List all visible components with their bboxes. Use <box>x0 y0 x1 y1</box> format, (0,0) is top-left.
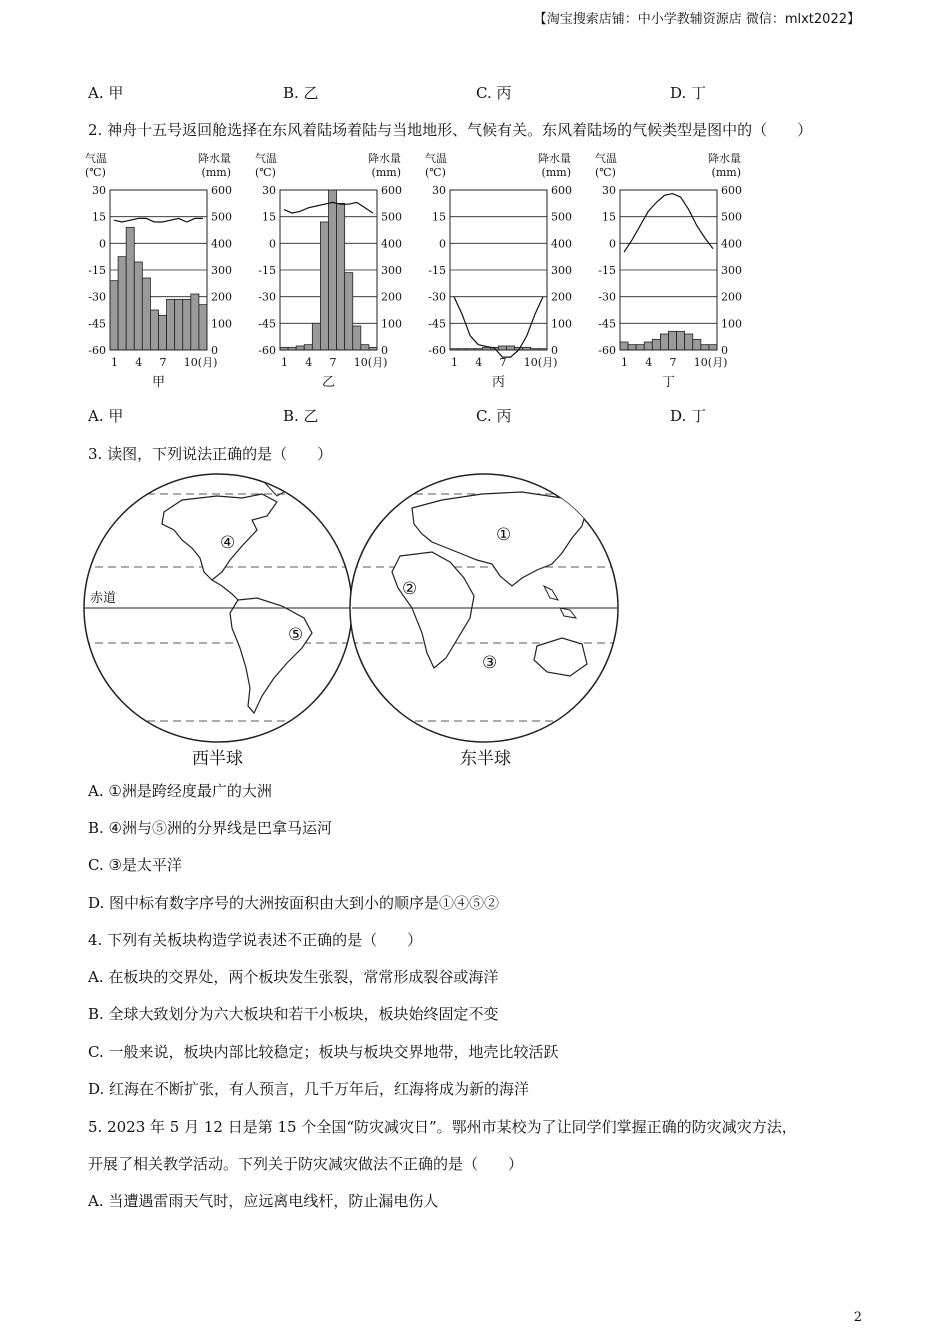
marker-4: ④ <box>220 533 236 553</box>
q4-option-c[interactable]: C. 一般来说，板块内部比较稳定；板块与板块交界地带，地壳比较活跃 <box>88 1043 559 1061</box>
precip-tick-label: 0 <box>381 344 388 357</box>
left-axis-unit: (℃) <box>425 166 446 179</box>
q1-option-a[interactable]: A. 甲 <box>88 84 124 102</box>
precip-bar <box>353 326 361 350</box>
temp-tick-label: -60 <box>258 344 276 357</box>
temp-tick-label: 15 <box>262 210 276 224</box>
western-hemisphere-label: 西半球 <box>192 749 243 769</box>
page-number: 2 <box>853 1310 862 1325</box>
right-axis-label: 降水量 <box>198 152 231 165</box>
q3-stem: 3. 读图，下列说法正确的是（ ） <box>88 445 333 463</box>
temp-tick-label: 30 <box>432 184 446 197</box>
q4-option-b[interactable]: B. 全球大致划分为六大板块和若干小板块，板块始终固定不变 <box>88 1005 499 1023</box>
precip-tick-label: 300 <box>551 264 572 277</box>
precip-tick-label: 0 <box>551 344 558 357</box>
x-tick-label: 1 <box>451 356 459 369</box>
q2-option-b[interactable]: B. 乙 <box>283 407 319 425</box>
precip-tick-label: 500 <box>211 210 232 224</box>
x-tick-label: 7 <box>499 356 507 369</box>
precip-tick-label: 100 <box>721 317 742 331</box>
temp-tick-label: -30 <box>428 290 446 304</box>
x-tick-label: 10(月) <box>693 356 728 369</box>
precip-bar <box>134 262 142 350</box>
climate-chart-yi <box>255 150 425 395</box>
precip-bar <box>644 342 652 350</box>
x-tick-label: 4 <box>135 356 143 369</box>
temp-tick-label: -15 <box>428 264 446 277</box>
x-tick-label: 1 <box>111 356 119 369</box>
q2-option-a[interactable]: A. 甲 <box>88 407 124 425</box>
temp-tick-label: 30 <box>92 184 106 197</box>
climate-chart-svg <box>255 150 425 395</box>
precip-tick-label: 500 <box>721 210 742 224</box>
precip-bar <box>183 299 191 350</box>
precip-tick-label: 400 <box>381 237 402 251</box>
q4-stem: 4. 下列有关板块构造学说表述不正确的是（ ） <box>88 931 423 949</box>
temp-tick-label: 30 <box>602 184 616 197</box>
q4-option-d[interactable]: D. 红海在不断扩张，有人预言，几千万年后，红海将成为新的海洋 <box>88 1080 530 1098</box>
precip-bar <box>620 342 628 350</box>
marker-2: ② <box>402 579 418 599</box>
x-tick-label: 10(月) <box>523 356 558 369</box>
precip-bar <box>296 346 304 350</box>
precip-bar <box>329 190 337 350</box>
x-tick-label: 10(月) <box>183 356 218 369</box>
temp-tick-label: 15 <box>432 210 446 224</box>
chart-title: 乙 <box>321 375 336 390</box>
precip-tick-label: 100 <box>551 317 572 331</box>
q2-stem: 2. 神舟十五号返回舱选择在东风着陆场着陆与当地地形、气候有关。东风着陆场的气候类型是图中的（ ） <box>88 121 813 139</box>
precip-bar <box>685 334 693 350</box>
precip-tick-label: 200 <box>721 290 742 304</box>
marker-3: ③ <box>482 653 498 673</box>
precip-bar <box>320 222 328 350</box>
temp-tick-label: 15 <box>602 210 616 224</box>
x-tick-label: 7 <box>329 356 337 369</box>
q5-option-a[interactable]: A. 当遭遇雷雨天气时，应远离电线杆，防止漏电伤人 <box>88 1192 439 1210</box>
x-tick-label: 4 <box>475 356 483 369</box>
precip-tick-label: 400 <box>551 237 572 251</box>
precip-bar <box>159 315 167 350</box>
precip-tick-label: 600 <box>551 184 572 197</box>
precip-bar <box>191 294 199 350</box>
precip-tick-label: 300 <box>211 264 232 277</box>
precip-bar <box>150 310 158 350</box>
left-axis-label: 气温 <box>595 152 617 165</box>
x-tick-label: 1 <box>621 356 629 369</box>
right-axis-unit: (mm) <box>541 166 571 179</box>
precip-bar <box>701 345 709 350</box>
precip-tick-label: 600 <box>721 184 742 197</box>
temp-tick-label: 30 <box>262 184 276 197</box>
precip-tick-label: 0 <box>211 344 218 357</box>
precip-tick-label: 200 <box>551 290 572 304</box>
precip-bar <box>337 203 345 350</box>
precip-tick-label: 600 <box>211 184 232 197</box>
temp-tick-label: -60 <box>428 344 446 357</box>
temp-tick-label: -30 <box>88 290 106 304</box>
climate-chart-svg <box>595 150 765 395</box>
right-axis-unit: (mm) <box>371 166 401 179</box>
precip-tick-label: 400 <box>211 237 232 251</box>
temp-tick-label: -60 <box>88 344 106 357</box>
temp-tick-label: 0 <box>99 237 106 251</box>
hemisphere-map <box>82 468 627 773</box>
precip-tick-label: 300 <box>721 264 742 277</box>
q3-option-c[interactable]: C. ③是太平洋 <box>88 856 182 874</box>
precip-bar <box>175 299 183 350</box>
precip-tick-label: 400 <box>721 237 742 251</box>
precip-bar <box>660 334 668 350</box>
x-tick-label: 4 <box>645 356 653 369</box>
temp-tick-label: -45 <box>598 317 616 331</box>
left-axis-unit: (℃) <box>595 166 616 179</box>
precip-bar <box>669 331 677 350</box>
q2-option-d[interactable]: D. 丁 <box>670 407 707 425</box>
precip-tick-label: 500 <box>551 210 572 224</box>
precip-tick-label: 600 <box>381 184 402 197</box>
q3-option-b[interactable]: B. ④洲与⑤洲的分界线是巴拿马运河 <box>88 819 333 837</box>
climate-chart-svg <box>85 150 255 395</box>
temp-tick-label: -45 <box>428 317 446 331</box>
precip-bar <box>636 345 644 350</box>
right-axis-label: 降水量 <box>708 152 741 165</box>
temp-tick-label: 0 <box>609 237 616 251</box>
left-axis-label: 气温 <box>255 152 277 165</box>
climate-chart-ding <box>595 150 765 395</box>
precip-tick-label: 200 <box>381 290 402 304</box>
chart-title: 甲 <box>151 375 166 390</box>
precip-bar <box>167 299 175 350</box>
q1-option-c[interactable]: C. 丙 <box>476 84 512 102</box>
equator-label: 赤道 <box>90 591 117 606</box>
chart-title: 丁 <box>661 375 676 390</box>
precip-bar <box>304 345 312 350</box>
temp-tick-label: -15 <box>598 264 616 277</box>
temp-tick-label: -15 <box>258 264 276 277</box>
precip-bar <box>126 227 134 350</box>
precip-bar <box>709 345 717 350</box>
precip-bar <box>361 345 369 350</box>
climate-charts <box>85 150 785 400</box>
q2-option-c[interactable]: C. 丙 <box>476 407 512 425</box>
precip-bar <box>499 346 507 350</box>
right-axis-label: 降水量 <box>368 152 401 165</box>
marker-1: ① <box>496 525 512 545</box>
hemisphere-map-svg <box>82 468 627 773</box>
precip-tick-label: 200 <box>211 290 232 304</box>
eastern-hemisphere <box>350 474 627 769</box>
precip-bar <box>110 281 118 350</box>
x-tick-label: 7 <box>159 356 167 369</box>
left-axis-unit: (℃) <box>255 166 276 179</box>
climate-chart-jia <box>85 150 255 395</box>
x-tick-label: 4 <box>305 356 313 369</box>
temp-tick-label: 0 <box>439 237 446 251</box>
temperature-line <box>114 218 203 222</box>
precip-tick-label: 100 <box>381 317 402 331</box>
precip-bar <box>142 278 150 350</box>
climate-chart-bing <box>425 150 595 395</box>
temp-tick-label: -60 <box>598 344 616 357</box>
precip-bar <box>628 345 636 350</box>
x-tick-label: 10(月) <box>353 356 388 369</box>
left-axis-label: 气温 <box>425 152 447 165</box>
left-axis-label: 气温 <box>85 152 107 165</box>
q4-option-a[interactable]: A. 在板块的交界处，两个板块发生张裂，常常形成裂谷或海洋 <box>88 968 499 986</box>
temp-tick-label: -30 <box>598 290 616 304</box>
q1-option-d[interactable]: D. 丁 <box>670 84 707 102</box>
chart-title: 丙 <box>491 375 506 390</box>
right-axis-unit: (mm) <box>201 166 231 179</box>
q3-option-d[interactable]: D. 图中标有数字序号的大洲按面积由大到小的顺序是①④⑤② <box>88 894 500 912</box>
q5-stem-line1: 5. 2023 年 5 月 12 日是第 15 个全国“防灾减灾日”。鄂州市某校为了让同学们掌握正确的防灾减灾方法， <box>88 1118 797 1136</box>
page-header: 【淘宝搜索店铺：中小学教辅资源店 微信：mlxt2022】 <box>533 12 860 27</box>
temp-tick-label: -45 <box>88 317 106 331</box>
temp-tick-label: -30 <box>258 290 276 304</box>
precip-tick-label: 0 <box>721 344 728 357</box>
q3-option-a[interactable]: A. ①洲是跨经度最广的大洲 <box>88 782 272 800</box>
precip-bar <box>677 331 685 350</box>
precip-tick-label: 500 <box>381 210 402 224</box>
climate-chart-svg <box>425 150 595 395</box>
precip-bar <box>312 323 320 350</box>
precip-bar <box>199 305 207 350</box>
precip-bar <box>652 339 660 350</box>
x-tick-label: 1 <box>281 356 289 369</box>
precip-bar <box>693 339 701 350</box>
q1-option-b[interactable]: B. 乙 <box>283 84 319 102</box>
temp-tick-label: -45 <box>258 317 276 331</box>
precip-bar <box>507 346 515 350</box>
precip-tick-label: 300 <box>381 264 402 277</box>
temp-tick-label: 0 <box>269 237 276 251</box>
x-tick-label: 7 <box>669 356 677 369</box>
precip-bar <box>345 273 353 350</box>
right-axis-label: 降水量 <box>538 152 571 165</box>
eastern-hemisphere-label: 东半球 <box>460 749 511 769</box>
precip-bar <box>118 257 126 350</box>
marker-5: ⑤ <box>288 625 304 645</box>
q5-stem-line2: 开展了相关教学活动。下列关于防灾减灾做法不正确的是（ ） <box>88 1155 524 1173</box>
precip-tick-label: 100 <box>211 317 232 331</box>
temp-tick-label: 15 <box>92 210 106 224</box>
temp-tick-label: -15 <box>88 264 106 277</box>
left-axis-unit: (℃) <box>85 166 106 179</box>
right-axis-unit: (mm) <box>711 166 741 179</box>
